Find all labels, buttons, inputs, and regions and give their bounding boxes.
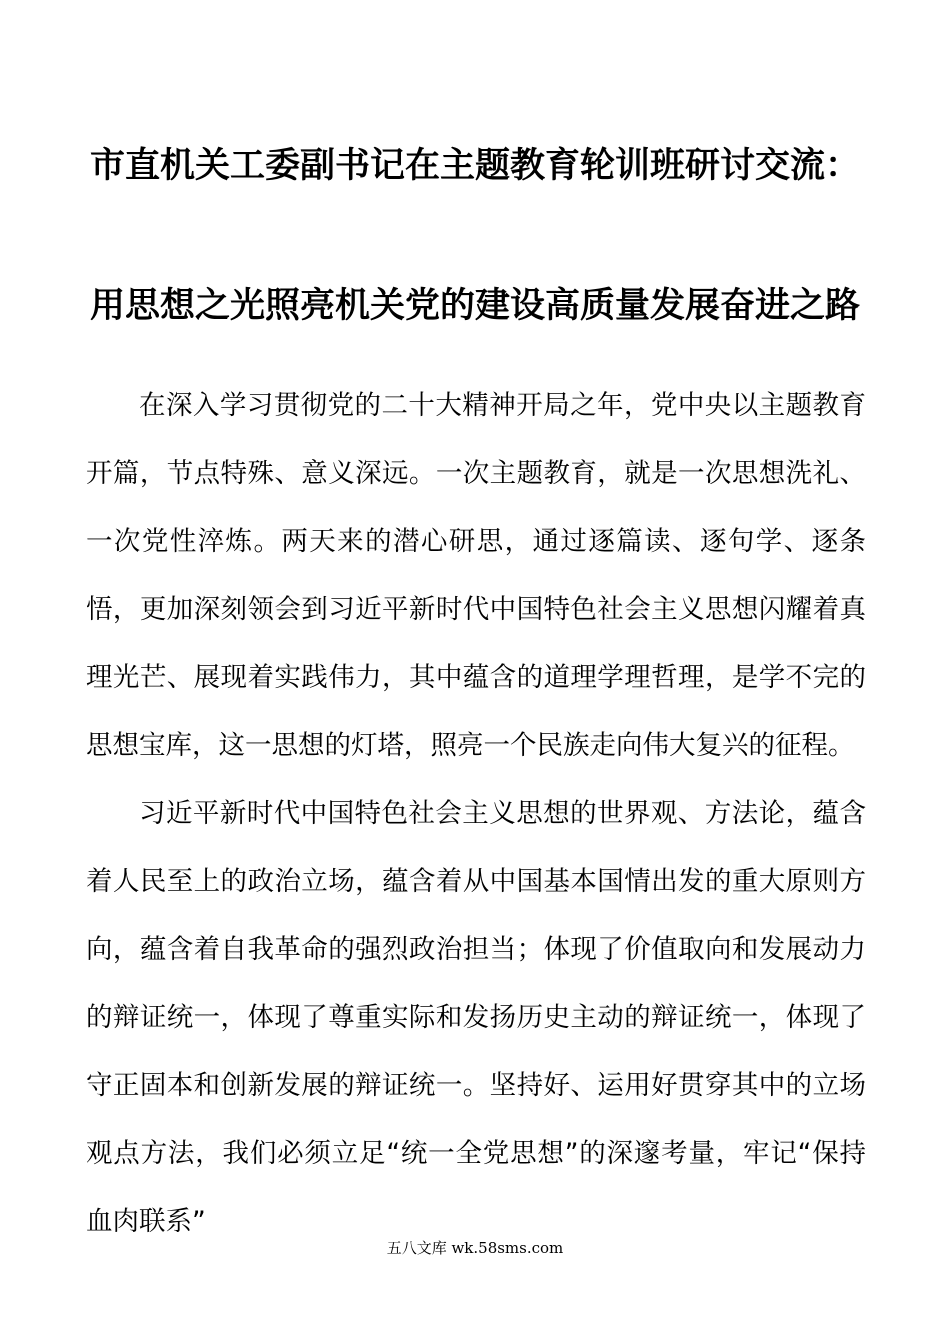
body-paragraph-2: 习近平新时代中国特色社会主义思想的世界观、方法论，蕴含着人民至上的政治立场，蕴含着从中国基本国情出发的重大原则方向，蕴含着自我革命的强烈政治担当；体现了价值取向和发展动力的辩证统一，体现了尊重实际和发扬历史主动的辩证统一，体现了守正固本和创新发展的辩证统一。坚持好、运用好贯穿其中的立场观点方法，我们必须立足“统一全党思想”的深邃考量，牢记“保持血肉联系” bbox=[86, 798, 866, 1237]
document-title-line-2: 用思想之光照亮机关党的建设高质量发展奋进之路 bbox=[89, 286, 860, 326]
body-paragraph-1: 在深入学习贯彻党的二十大精神开局之年，党中央以主题教育开篇，节点特殊、意义深远。一次主题教育，就是一次思想洗礼、一次党性淬炼。两天来的潜心研思，通过逐篇读、逐句学、逐条悟，更加深刻领会到习近平新时代中国特色社会主义思想闪耀着真理光芒、展现着实践伟力，其中蕴含的道理学理哲理，是学不完的思想宝库，这一思想的灯塔，照亮一个民族走向伟大复兴的征程。 bbox=[86, 390, 866, 761]
document-title-line-1: 市直机关工委副书记在主题教育轮训班研讨交流： bbox=[89, 146, 860, 186]
page-footer: 五八文库 wk.58sms.com bbox=[386, 1239, 564, 1257]
